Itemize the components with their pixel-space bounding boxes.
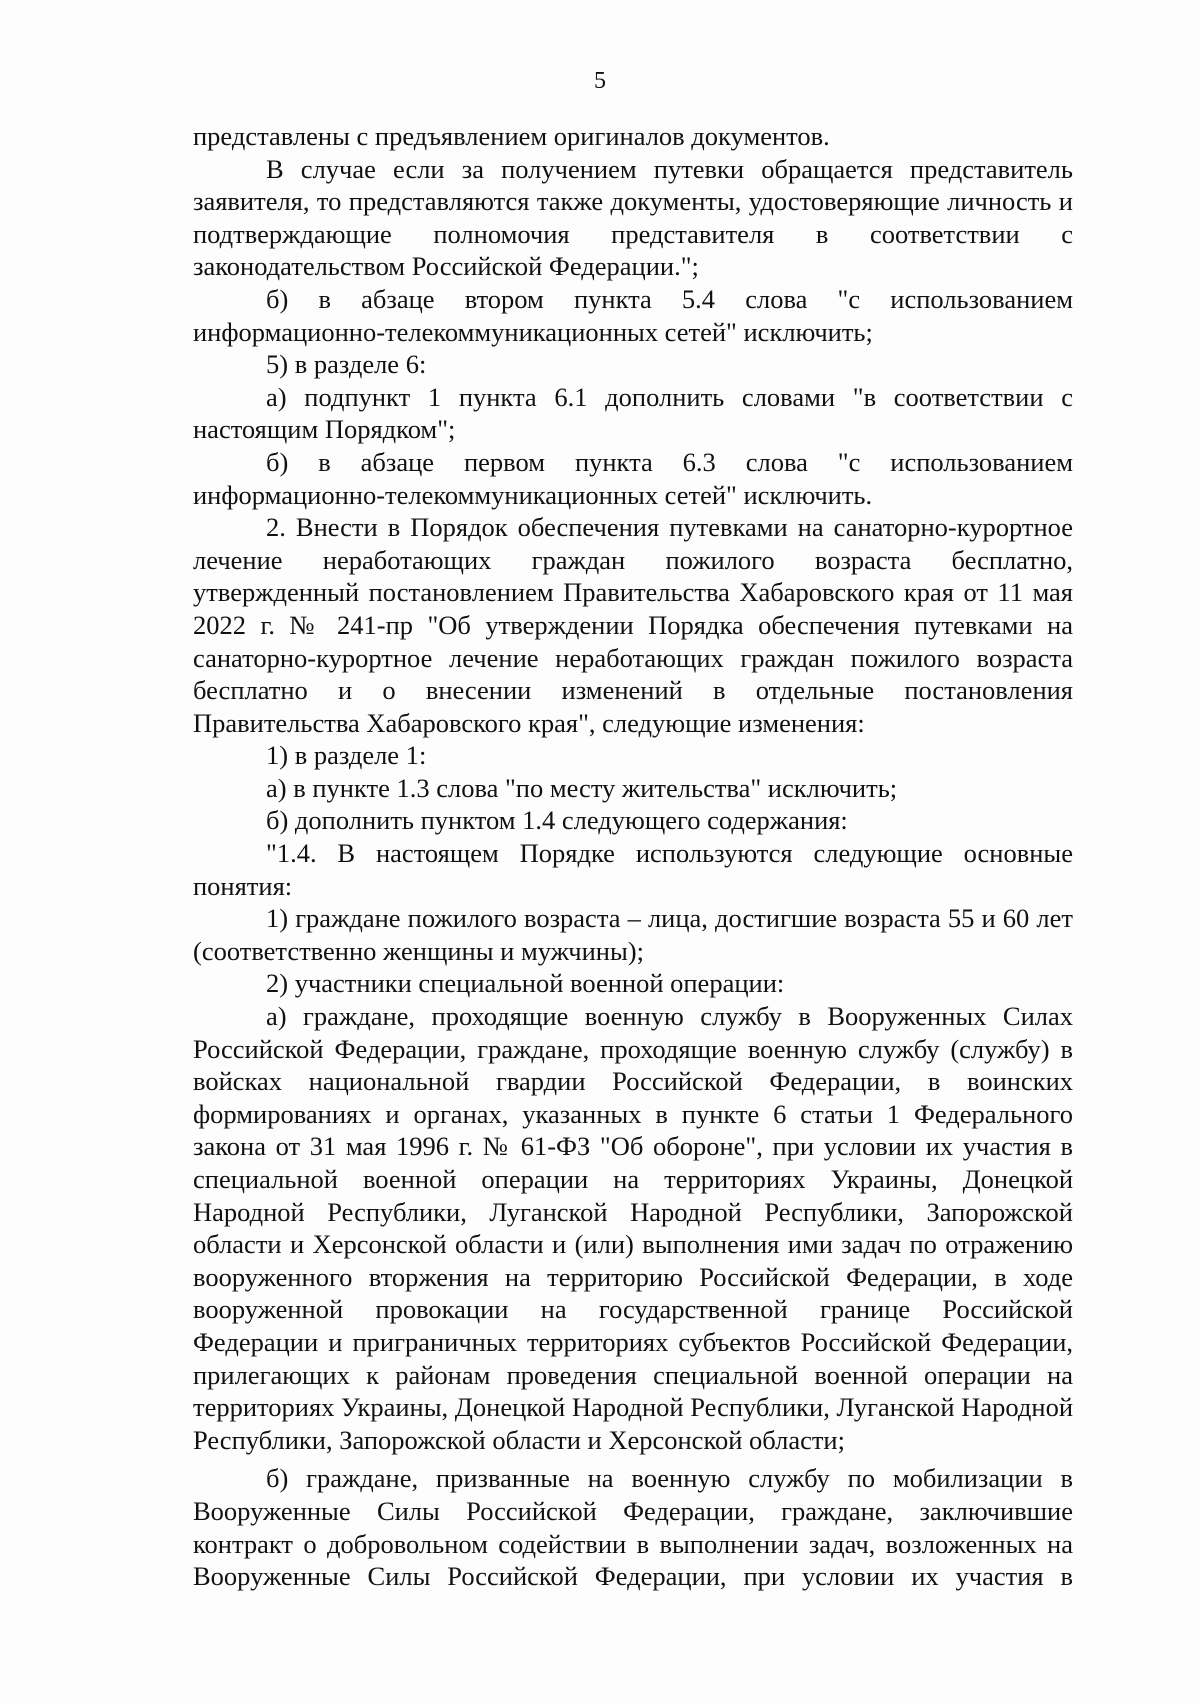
paragraph-8: 1) в разделе 1: <box>266 740 427 771</box>
document-body <box>193 120 1073 1593</box>
paragraph-7: 2. Внести в Порядок обеспечения путевками на санаторно-курортное лечение неработающих граждан пожилого возраста бесплатно, утвержденный постановлением Правительства Хабаровского края от 11 мая 2022 г. № 241-пр "Об утверждении Порядка обеспечения путевками на санаторно-курортное лечение неработающих граждан пожилого возраста бесплатно и о внесении изменений в отдельные постановления Правительства Хабаровского края", следующие изменения: <box>193 512 1073 738</box>
paragraph-6: б) в абзаце первом пункта 6.3 слова "с использованием информационно-телекоммуникационных сетей" исключить. <box>193 446 1073 510</box>
paragraph-13: 2) участники специальной военной операции: <box>266 968 785 999</box>
paragraph-12: 1) граждане пожилого возраста – лица, достигшие возраста 55 и 60 лет (соответственно женщины и мужчины); <box>193 903 1073 966</box>
paragraph-14: а) граждане, проходящие военную службу в Вооруженных Силах Российской Федерации, граждане, проходящие военную службу (службу) в войсках национальной гвардии Российской Федерации, в воинских формированиях и органах, указанных в пункте 6 статьи 1 Федерального закона от 31 мая 1996 г. № 61-ФЗ "Об обороне", при условии их участия в специальной военной операции на территориях Украины, Донецкой Народной Республики, Луганской Народной Республики, Запорожской области и Херсонской области и (или) выполнения ими задач по отражению вооруженного вторжения на территорию Российской Федерации, в ходе вооруженной провокации на государственной границе Российской Федерации и приграничных территориях субъектов Российской Федерации, прилегающих к районам проведения специальной военной операции на территориях Украины, Донецкой Народной Республики, Луганской Народной Республики, Запорожской области и Херсонской области; <box>193 1001 1073 1455</box>
paragraph-10: б) дополнить пунктом 1.4 следующего содержания: <box>266 805 848 836</box>
paragraph-1: представлены с предъявлением оригиналов документов. <box>193 121 830 151</box>
paragraph-9: а) в пункте 1.3 слова "по месту жительства" исключить; <box>266 772 898 803</box>
paragraph-2: В случае если за получением путевки обращается представитель заявителя, то представляются также документы, удостоверяющие личность и подтверждающие полномочия представителя в соответствии с законодательством Российской Федерации."; <box>193 153 1073 282</box>
paragraph-5: а) подпункт 1 пункта 6.1 дополнить словами "в соответствии с настоящим Порядком"; <box>193 381 1073 445</box>
paragraph-11: "1.4. В настоящем Порядке используются следующие основные понятия: <box>193 838 1073 901</box>
paragraph-4: 5) в разделе 6: <box>266 349 427 380</box>
page-number: 5 <box>594 68 606 94</box>
paragraph-15: б) граждане, призванные на военную службу по мобилизации в Вооруженные Силы Российской Федерации, граждане, заключившие контракт о добровольном содействии в выполнении задач, возложенных на Вооруженные Силы Российской Федерации, при условии их участия в <box>193 1463 1073 1592</box>
paragraph-3: б) в абзаце втором пункта 5.4 слова "с использованием информационно-телекоммуникационных сетей" исключить; <box>193 283 1073 347</box>
